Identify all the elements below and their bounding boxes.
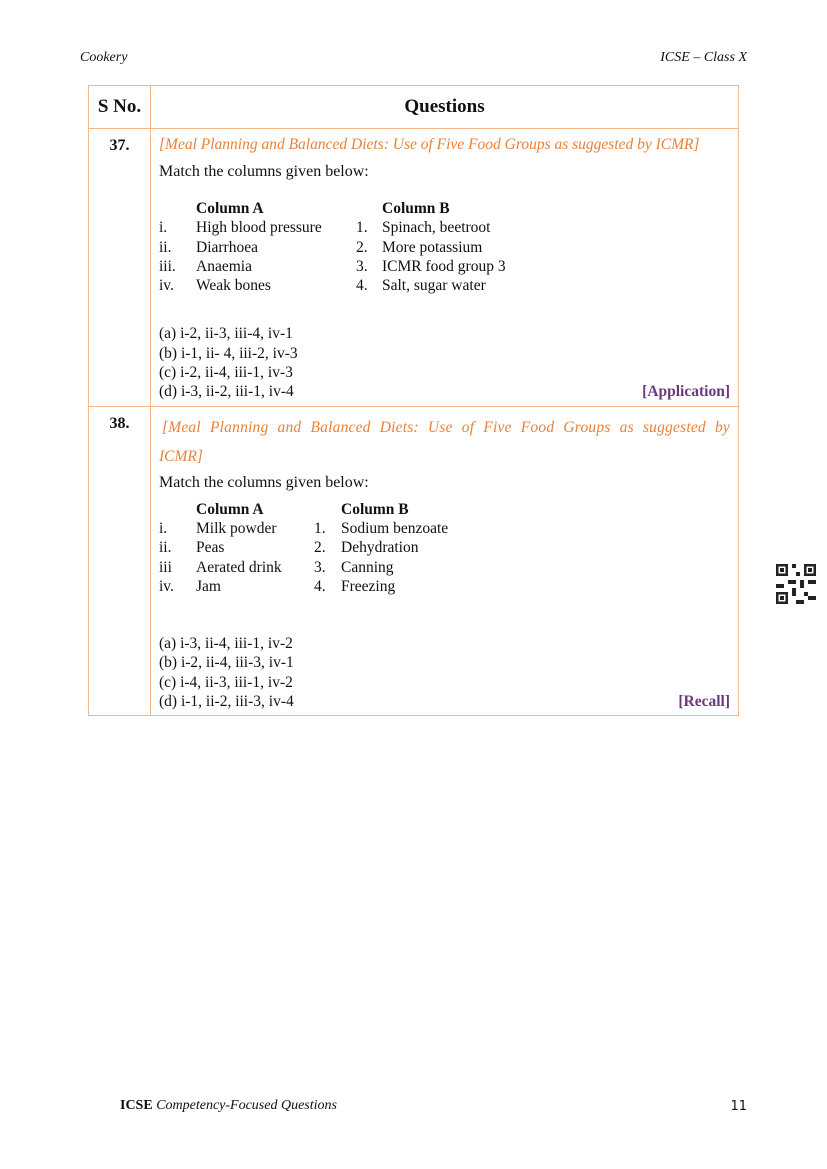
column-a-heading: Column A (196, 500, 264, 518)
column-b-heading: Column B (382, 200, 450, 217)
footer-subtitle: Competency-Focused Questions (156, 1098, 337, 1113)
row-number: 2. (356, 238, 368, 256)
header-subject: Cookery (80, 50, 128, 65)
match-row (159, 238, 506, 257)
question-topic: [Meal Planning and Balanced Diets: Use of Five Food Groups as suggested by ICMR] (159, 136, 700, 153)
answer-options (159, 634, 730, 711)
question-instruction: Match the columns given below: (159, 473, 369, 491)
question-number: 38. (89, 406, 151, 716)
column-a-item: Peas (196, 539, 225, 557)
answer-options (159, 324, 730, 401)
column-b-item: Spinach, beetroot (382, 219, 491, 237)
question-instruction: Match the columns given below: (159, 163, 369, 180)
row-number: 3. (356, 257, 368, 275)
row-numeral: i. (159, 519, 168, 537)
row-numeral: iii. (159, 257, 176, 275)
row-number: 4. (356, 277, 368, 295)
column-a-item: Diarrhoea (196, 238, 258, 256)
row-number: 4. (314, 577, 326, 595)
column-b-item: Salt, sugar water (382, 277, 486, 295)
row-numeral: ii. (159, 238, 172, 256)
row-numeral: iv. (159, 277, 174, 295)
match-row (159, 218, 506, 237)
column-a-item: Milk powder (196, 519, 277, 537)
column-b-item: Dehydration (341, 539, 419, 557)
row-number: 3. (314, 558, 326, 576)
match-row (159, 276, 506, 295)
question-row (89, 406, 739, 716)
match-row (159, 577, 448, 596)
column-b-item: Canning (341, 558, 394, 576)
question-topic-line1: [Meal Planning and Balanced Diets: Use of Five Food Groups as suggested by (162, 418, 730, 436)
cognitive-level-tag: [Application] (642, 383, 730, 401)
question-body (151, 129, 739, 407)
questions-table (88, 85, 739, 716)
questions-column-header: Questions (151, 86, 739, 129)
row-number: 2. (314, 539, 326, 557)
option-c: (c) i-4, ii-3, iii-1, iv-2 (159, 673, 293, 691)
row-numeral: iii (159, 558, 172, 576)
match-columns (159, 500, 448, 596)
column-a-heading: Column A (196, 200, 264, 217)
row-number: 1. (356, 219, 368, 237)
row-numeral: ii. (159, 539, 172, 557)
option-a: (a) i-2, ii-3, iii-4, iv-1 (159, 325, 293, 343)
option-b: (b) i-1, ii- 4, iii-2, iv-3 (159, 344, 298, 362)
qr-code-icon[interactable] (776, 564, 816, 604)
option-b: (b) i-2, ii-4, iii-3, iv-1 (159, 654, 294, 672)
footer-brand: ICSE (120, 1098, 153, 1113)
sno-column-header: S No. (89, 86, 151, 129)
row-numeral: i. (159, 219, 168, 237)
match-row (159, 538, 448, 557)
match-row (159, 519, 448, 538)
question-number: 37. (89, 129, 151, 407)
row-number: 1. (314, 519, 326, 537)
match-columns (159, 199, 506, 295)
page-number: 11 (730, 1099, 747, 1114)
question-body (151, 406, 739, 716)
table-header-row (89, 86, 739, 129)
match-row (159, 558, 448, 577)
cognitive-level-tag: [Recall] (678, 693, 730, 711)
row-numeral: iv. (159, 577, 174, 595)
column-b-item: ICMR food group 3 (382, 257, 506, 275)
option-c: (c) i-2, ii-4, iii-1, iv-3 (159, 364, 293, 382)
column-a-item: Weak bones (196, 277, 271, 295)
option-d: (d) i-1, ii-2, iii-3, iv-4 (159, 693, 294, 711)
column-b-item: Freezing (341, 577, 396, 595)
column-a-item: Anaemia (196, 257, 252, 275)
column-b-heading: Column B (341, 500, 409, 518)
question-topic-line2: ICMR] (159, 447, 203, 465)
question-row (89, 129, 739, 407)
option-d: (d) i-3, ii-2, iii-1, iv-4 (159, 383, 294, 401)
column-a-item: Jam (196, 577, 221, 595)
column-b-item: More potassium (382, 238, 483, 256)
column-b-item: Sodium benzoate (341, 519, 449, 537)
footer-title (120, 1098, 337, 1114)
header-class: ICSE – Class X (660, 50, 747, 65)
column-a-item: Aerated drink (196, 558, 282, 576)
option-a: (a) i-3, ii-4, iii-1, iv-2 (159, 635, 293, 653)
match-row (159, 257, 506, 276)
column-a-item: High blood pressure (196, 219, 322, 237)
